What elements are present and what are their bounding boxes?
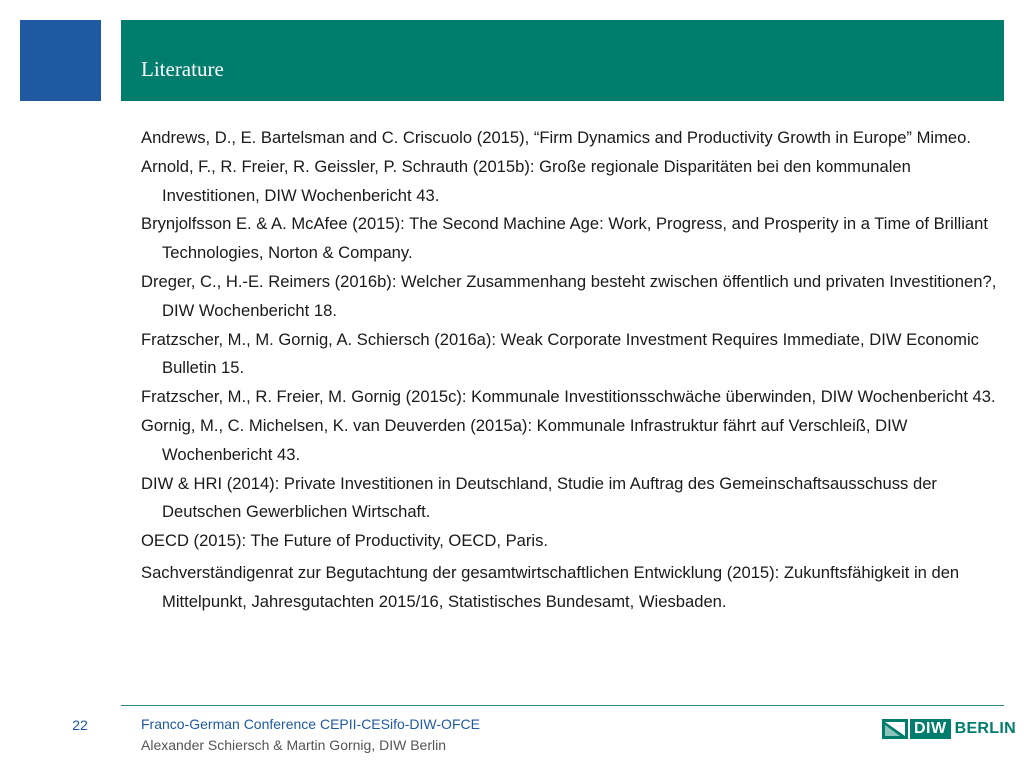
reference-list — [141, 124, 1011, 617]
reference-item: Arnold, F., R. Freier, R. Geissler, P. Schrauth (2015b): Große regionale Disparitäten bei den kommunalen Investitionen, DIW Wochenbericht 43. — [141, 156, 911, 205]
logo-berlin-text: BERLIN — [954, 720, 1016, 737]
corner-square — [20, 20, 101, 101]
title-bar — [121, 20, 1004, 101]
footer-divider — [121, 705, 1004, 706]
reference-item: Brynjolfsson E. & A. McAfee (2015): The Second Machine Age: Work, Progress, and Prosperity in a Time of Brilliant Technologies, Norton & Company. — [141, 214, 988, 263]
diw-berlin-logo — [882, 718, 1016, 740]
diw-logo-mark-icon — [882, 719, 908, 739]
reference-item: DIW & HRI (2014): Private Investitionen in Deutschland, Studie im Auftrag des Gemeinschaftsausschuss der Deutschen Gewerblichen Wirtschaft. — [141, 473, 937, 522]
reference-item: Fratzscher, M., R. Freier, M. Gornig (2015c): Kommunale Investitionsschwäche überwinden, DIW Wochenbericht 43. — [141, 387, 996, 407]
reference-item: Sachverständigenrat zur Begutachtung der gesamtwirtschaftlichen Entwicklung (2015): Zukunftsfähigkeit in den Mittelpunkt, Jahresgutachten 2015/16, Statistisches Bundesamt, Wiesbaden. — [141, 562, 960, 611]
footer-authors: Alexander Schiersch & Martin Gornig, DIW Berlin — [141, 737, 446, 753]
slide-title: Literature — [141, 57, 224, 81]
reference-item: OECD (2015): The Future of Productivity, OECD, Paris. — [141, 531, 548, 551]
footer-conference: Franco-German Conference CEPII-CESifo-DIW-OFCE — [141, 716, 480, 732]
reference-item: Gornig, M., C. Michelsen, K. van Deuverden (2015a): Kommunale Infrastruktur fährt auf Verschleiß, DIW Wochenbericht 43. — [141, 415, 908, 464]
reference-item: Fratzscher, M., M. Gornig, A. Schiersch (2016a): Weak Corporate Investment Requires Immediate, DIW Economic Bulletin 15. — [141, 329, 979, 378]
reference-item: Dreger, C., H.-E. Reimers (2016b): Welcher Zusammenhang besteht zwischen öffentlich und privaten Investitionen?, DIW Wochenbericht 18. — [141, 271, 997, 320]
logo-diw-text: DIW — [910, 719, 951, 739]
reference-item: Andrews, D., E. Bartelsman and C. Criscuolo (2015), “Firm Dynamics and Productivity Growth in Europe” Mimeo. — [141, 128, 971, 147]
page-number: 22 — [72, 717, 88, 733]
